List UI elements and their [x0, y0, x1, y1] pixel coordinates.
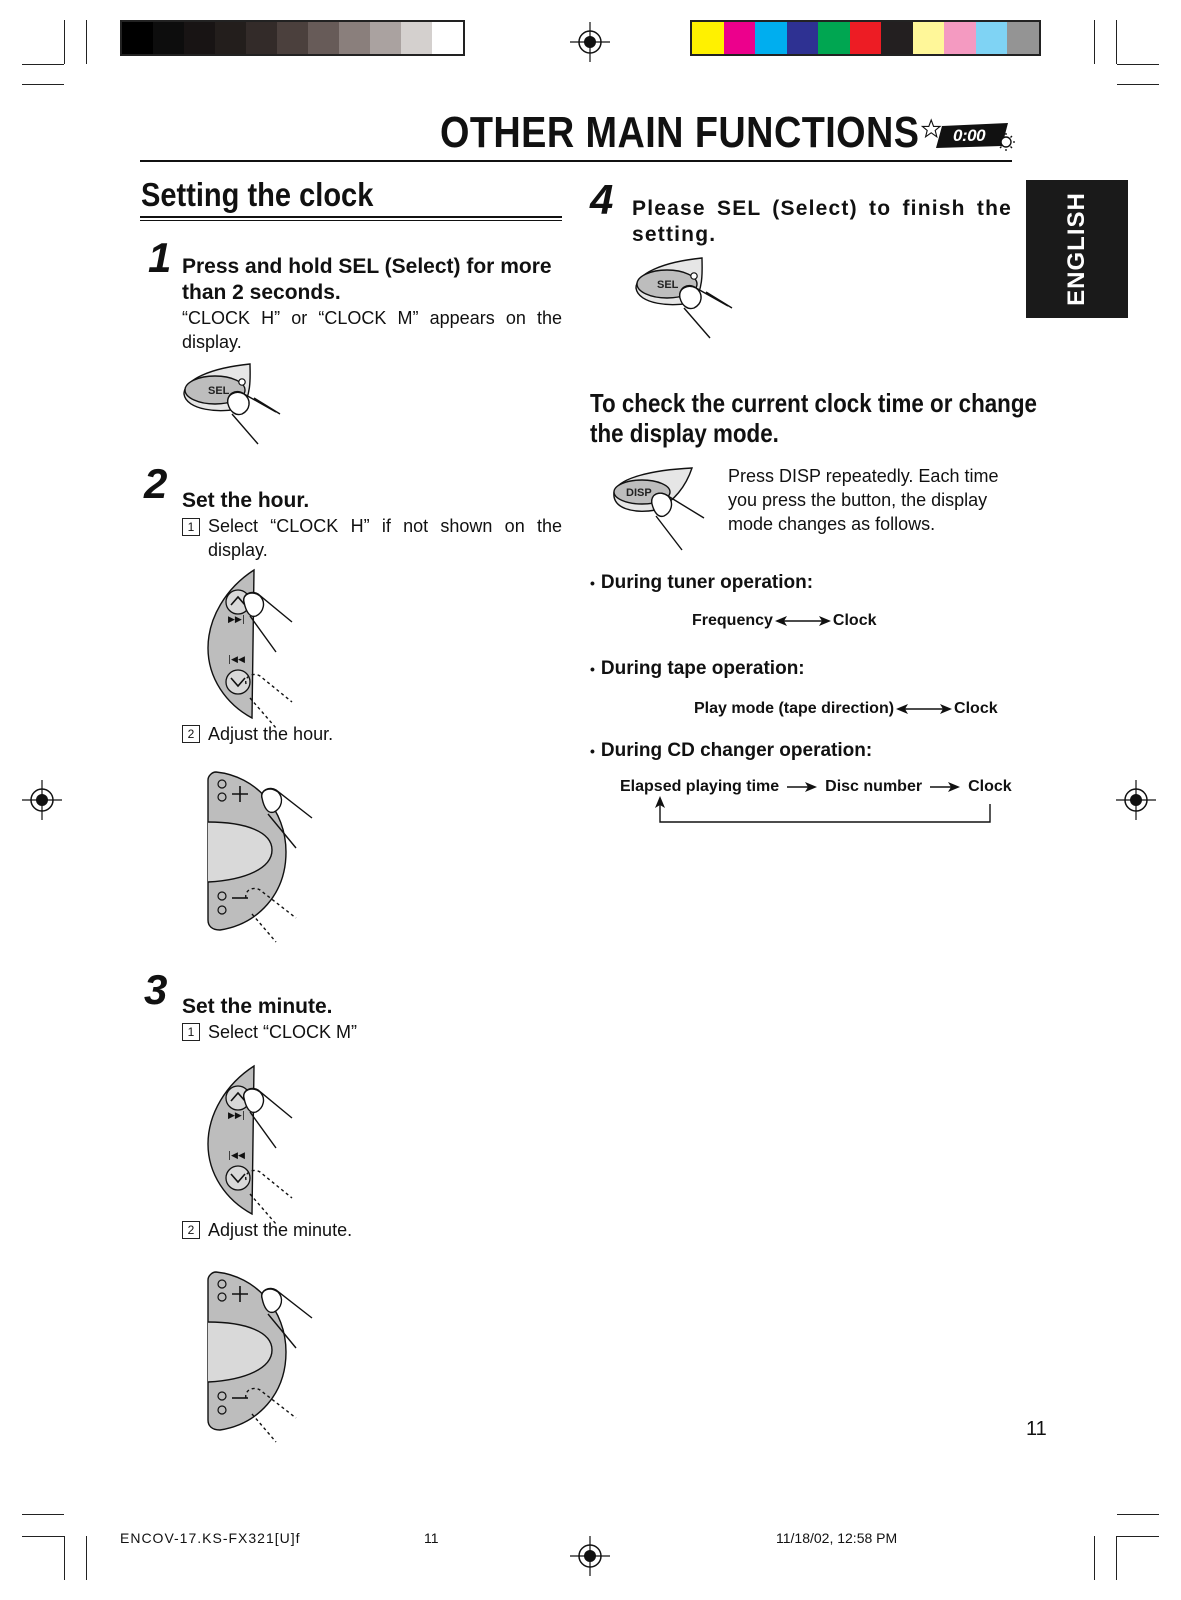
registration-target-top — [570, 22, 610, 62]
crop-mark-bl-h — [22, 1536, 64, 1537]
step-3-sub-1 — [182, 1020, 357, 1044]
svg-text:|◀◀: |◀◀ — [228, 655, 245, 665]
tape-mode-play: Play mode (tape direction) — [694, 700, 895, 717]
registration-target-left — [22, 780, 62, 820]
crop-mark-tr-h2 — [1117, 84, 1159, 85]
color-swatch — [724, 22, 756, 54]
gray-swatch — [153, 22, 184, 54]
page-title: OTHER MAIN FUNCTIONS — [440, 108, 920, 157]
color-swatch — [976, 22, 1008, 54]
cd-mode-clock: Clock — [968, 778, 1012, 795]
step-3-sub-1-index: 1 — [182, 1023, 200, 1041]
crop-mark-bl-v2 — [86, 1536, 87, 1580]
disp-button-label: DISP — [626, 487, 652, 499]
crop-mark-bl-h2 — [22, 1514, 64, 1515]
crop-mark-tr-v2 — [1094, 20, 1095, 64]
gray-calibration-bar — [120, 20, 465, 56]
bullet-dot: • — [590, 743, 595, 759]
disp-button-illustration — [612, 468, 712, 557]
footer-timestamp: 11/18/02, 12:58 PM — [776, 1530, 898, 1546]
section-rule — [140, 216, 562, 218]
tape-mode-heading — [590, 658, 805, 680]
tape-mode-clock: Clock — [954, 700, 998, 717]
tuner-mode-clock: Clock — [832, 612, 877, 629]
right-arrow-icon — [930, 781, 960, 793]
section-title: Setting the clock — [141, 176, 374, 213]
step-2-number: 2 — [144, 460, 168, 507]
crop-mark-tl-v — [64, 20, 65, 64]
cd-mode-disc: Disc number — [825, 778, 923, 795]
color-swatch — [850, 22, 882, 54]
color-swatch — [787, 22, 819, 54]
registration-target-right — [1116, 780, 1156, 820]
step-1-heading: Press and hold SEL (Select) for more than 2 seconds. — [182, 255, 552, 304]
color-swatch — [944, 22, 976, 54]
clock-display-icon — [922, 118, 1017, 154]
step-3-sub-2-text: Adjust the minute. — [208, 1220, 353, 1240]
crop-mark-br-v2 — [1094, 1536, 1095, 1580]
tuner-mode-heading — [590, 572, 813, 594]
gray-swatch — [308, 22, 339, 54]
step-2-heading: Set the hour. — [182, 489, 310, 512]
step-3-sub-2-index: 2 — [182, 1221, 200, 1239]
check-clock-title — [590, 388, 1037, 448]
crop-mark-tl-h2 — [22, 84, 64, 85]
step-2-sub-2-index: 2 — [182, 725, 200, 743]
gray-swatch — [432, 22, 463, 54]
color-swatch — [692, 22, 724, 54]
gray-swatch — [401, 22, 432, 54]
step-3-number: 3 — [144, 966, 168, 1013]
color-swatch — [818, 22, 850, 54]
step-3-sub-2 — [182, 1218, 352, 1242]
color-swatch — [1007, 22, 1039, 54]
svg-text:▶▶|: ▶▶| — [228, 615, 245, 625]
cd-mode-loop-arrow — [652, 796, 992, 826]
check-clock-text: Press DISP repeatedly. Each time you press the button, the display mode changes as follows. — [728, 466, 999, 534]
gray-swatch — [184, 22, 215, 54]
right-arrow-icon — [787, 781, 817, 793]
step-1-number: 1 — [148, 234, 172, 281]
seek-buttons-illustration-1 — [206, 568, 306, 733]
footer-page: 11 — [424, 1530, 439, 1546]
gray-swatch — [215, 22, 246, 54]
svg-text:▶▶|: ▶▶| — [228, 1111, 245, 1121]
cd-mode-heading-text: During CD changer operation: — [600, 740, 873, 761]
color-calibration-bar — [690, 20, 1041, 56]
step-4-number: 4 — [590, 176, 614, 223]
step-1-text: “CLOCK H” or “CLOCK M” appears on the display. — [182, 308, 562, 352]
step-2-sub-1-text: Select “CLOCK H” if not shown on the display. — [208, 516, 562, 560]
check-clock-title-line-1: To check the current clock time or change — [590, 388, 1037, 418]
gray-swatch — [277, 22, 308, 54]
tape-mode-heading-text: During tape operation: — [600, 658, 805, 679]
color-swatch — [755, 22, 787, 54]
sel-button-label-2: SEL — [657, 279, 679, 291]
seek-buttons-illustration-2 — [206, 1064, 306, 1229]
gray-swatch — [246, 22, 277, 54]
crop-mark-tl-h — [22, 64, 64, 65]
step-3-sub-1-text: Select “CLOCK M” — [208, 1022, 358, 1042]
title-rule — [140, 160, 1012, 162]
gray-swatch — [122, 22, 153, 54]
footer-file: ENCOV-17.KS-FX321[U]f — [120, 1530, 301, 1546]
crop-mark-bl-v — [64, 1536, 65, 1580]
crop-mark-br-v — [1116, 1536, 1117, 1580]
color-swatch — [913, 22, 945, 54]
tape-mode-flow — [694, 700, 998, 718]
double-arrow-icon — [775, 615, 831, 627]
gray-swatch — [339, 22, 370, 54]
step-4-heading: Please SEL (Select) to finish the setting. — [632, 197, 1012, 246]
color-swatch — [881, 22, 913, 54]
step-2-sub-2-text: Adjust the hour. — [208, 724, 334, 744]
double-arrow-icon — [896, 703, 952, 715]
crop-mark-tl-v2 — [86, 20, 87, 64]
gray-swatch — [370, 22, 401, 54]
tuner-mode-heading-text: During tuner operation: — [600, 572, 814, 593]
check-clock-title-line-2: the display mode. — [590, 418, 779, 448]
plus-minus-buttons-illustration-1 — [206, 770, 316, 947]
plus-minus-buttons-illustration-2 — [206, 1270, 316, 1447]
crop-mark-tr-v — [1116, 20, 1117, 64]
language-tab — [1026, 180, 1128, 318]
bullet-dot: • — [590, 661, 595, 677]
language-tab-label: ENGLISH — [1063, 192, 1090, 306]
bullet-dot: • — [590, 575, 595, 591]
sel-button-illustration-2 — [632, 258, 742, 349]
crop-mark-br-h — [1117, 1536, 1159, 1537]
step-2-sub-1-index: 1 — [182, 518, 200, 536]
step-2-sub-2 — [182, 722, 333, 746]
tuner-mode-frequency: Frequency — [692, 612, 773, 629]
registration-target-bottom — [570, 1536, 610, 1576]
cd-mode-elapsed: Elapsed playing time — [620, 778, 780, 795]
clock-display-text: 0:00 — [953, 126, 986, 145]
sel-button-illustration-1 — [180, 364, 290, 455]
cd-mode-heading — [590, 740, 872, 762]
crop-mark-br-h2 — [1117, 1514, 1159, 1515]
step-3-heading: Set the minute. — [182, 995, 333, 1018]
cd-mode-flow — [620, 778, 1012, 796]
sel-button-label-1: SEL — [208, 385, 230, 397]
svg-text:|◀◀: |◀◀ — [228, 1151, 245, 1161]
section-rule-thin — [140, 220, 562, 221]
tuner-mode-flow — [692, 612, 877, 630]
crop-mark-tr-h — [1117, 64, 1159, 65]
step-2-sub-1 — [182, 514, 562, 562]
page-number: 11 — [1026, 1418, 1047, 1440]
